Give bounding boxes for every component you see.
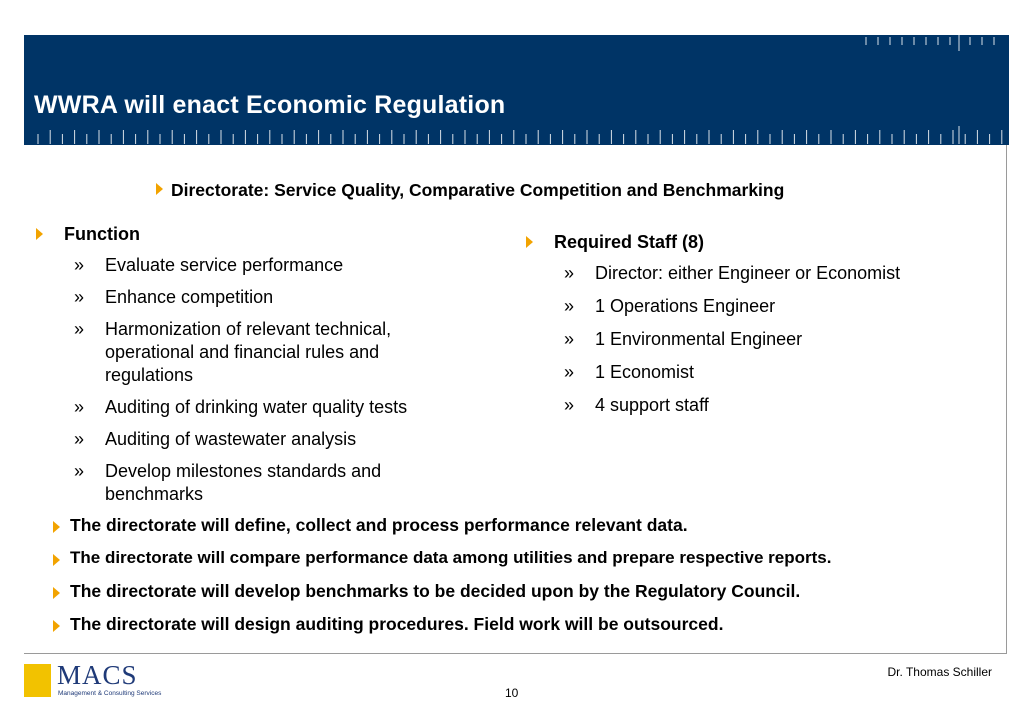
list-item (564, 361, 996, 384)
list-item-text: 4 support staff (595, 395, 709, 415)
page-title: WWRA will enact Economic Regulation (34, 91, 506, 119)
author-name: Dr. Thomas Schiller (887, 665, 992, 679)
list-item (74, 460, 449, 506)
list-item-text: Director: either Engineer or Economist (595, 263, 901, 283)
statement-text: The directorate will compare performance data among utilities and prepare respective reports. (70, 548, 832, 567)
list-item-text: Auditing of wastewater analysis (105, 429, 357, 449)
bottom-tick-marks (24, 126, 1009, 146)
list-item-text: Harmonization of relevant technical, operational and financial rules and regulations (105, 319, 392, 385)
statement-text: The directorate will develop benchmarks to be decided upon by the Regulatory Council. (70, 581, 801, 601)
list-item (564, 394, 996, 417)
directorate-heading-text: Directorate: Service Quality, Comparative Competition and Benchmarking (171, 180, 785, 200)
list-item (564, 262, 996, 285)
arrow-bullet-icon (53, 620, 60, 632)
logo-text: MACS (57, 660, 138, 690)
function-heading (36, 224, 476, 245)
list-item-text: Evaluate service performance (105, 255, 344, 275)
raquo-icon: » (564, 296, 575, 316)
list-item-text: Auditing of drinking water quality tests (105, 397, 408, 417)
list-item (74, 318, 449, 387)
list-item (74, 286, 476, 309)
required-staff-heading (526, 232, 996, 253)
list-item (564, 295, 996, 318)
raquo-icon: » (74, 461, 85, 481)
arrow-bullet-icon (36, 228, 43, 240)
arrow-bullet-icon (526, 236, 533, 248)
raquo-icon: » (74, 287, 85, 307)
list-item-text: Enhance competition (105, 287, 274, 307)
statement-text: The directorate will define, collect and process performance relevant data. (70, 515, 688, 535)
top-tick-marks (24, 35, 1009, 53)
arrow-bullet-icon (53, 521, 60, 533)
required-staff-heading-text: Required Staff (8) (554, 232, 705, 252)
list-item (564, 328, 996, 351)
right-border-line (1006, 145, 1007, 653)
raquo-icon: » (564, 362, 575, 382)
arrow-bullet-icon (53, 587, 60, 599)
logo-square-icon (24, 664, 51, 697)
function-list (74, 254, 476, 506)
raquo-icon: » (74, 319, 85, 339)
list-item-text: 1 Operations Engineer (595, 296, 776, 316)
raquo-icon: » (564, 395, 575, 415)
statement-text: The directorate will design auditing procedures. Field work will be outsourced. (70, 614, 724, 634)
function-column (36, 224, 476, 506)
list-item (74, 428, 476, 451)
staff-list (564, 262, 996, 417)
raquo-icon: » (74, 397, 85, 417)
arrow-bullet-icon (156, 183, 163, 195)
list-item (74, 254, 476, 277)
raquo-icon: » (564, 263, 575, 283)
list-item-text: 1 Economist (595, 362, 695, 382)
raquo-icon: » (74, 429, 85, 449)
directorate-heading (156, 180, 784, 201)
raquo-icon: » (564, 329, 575, 349)
list-item (74, 396, 476, 419)
bottom-border-line (24, 653, 1007, 654)
page-number: 10 (505, 686, 519, 700)
raquo-icon: » (74, 255, 85, 275)
required-staff-column (526, 232, 996, 417)
logo-subtext: Management & Consulting Services (58, 690, 162, 697)
function-heading-text: Function (64, 224, 140, 244)
arrow-bullet-icon (53, 554, 60, 566)
list-item-text: Develop milestones standards and benchmarks (105, 461, 382, 504)
list-item-text: 1 Environmental Engineer (595, 329, 803, 349)
